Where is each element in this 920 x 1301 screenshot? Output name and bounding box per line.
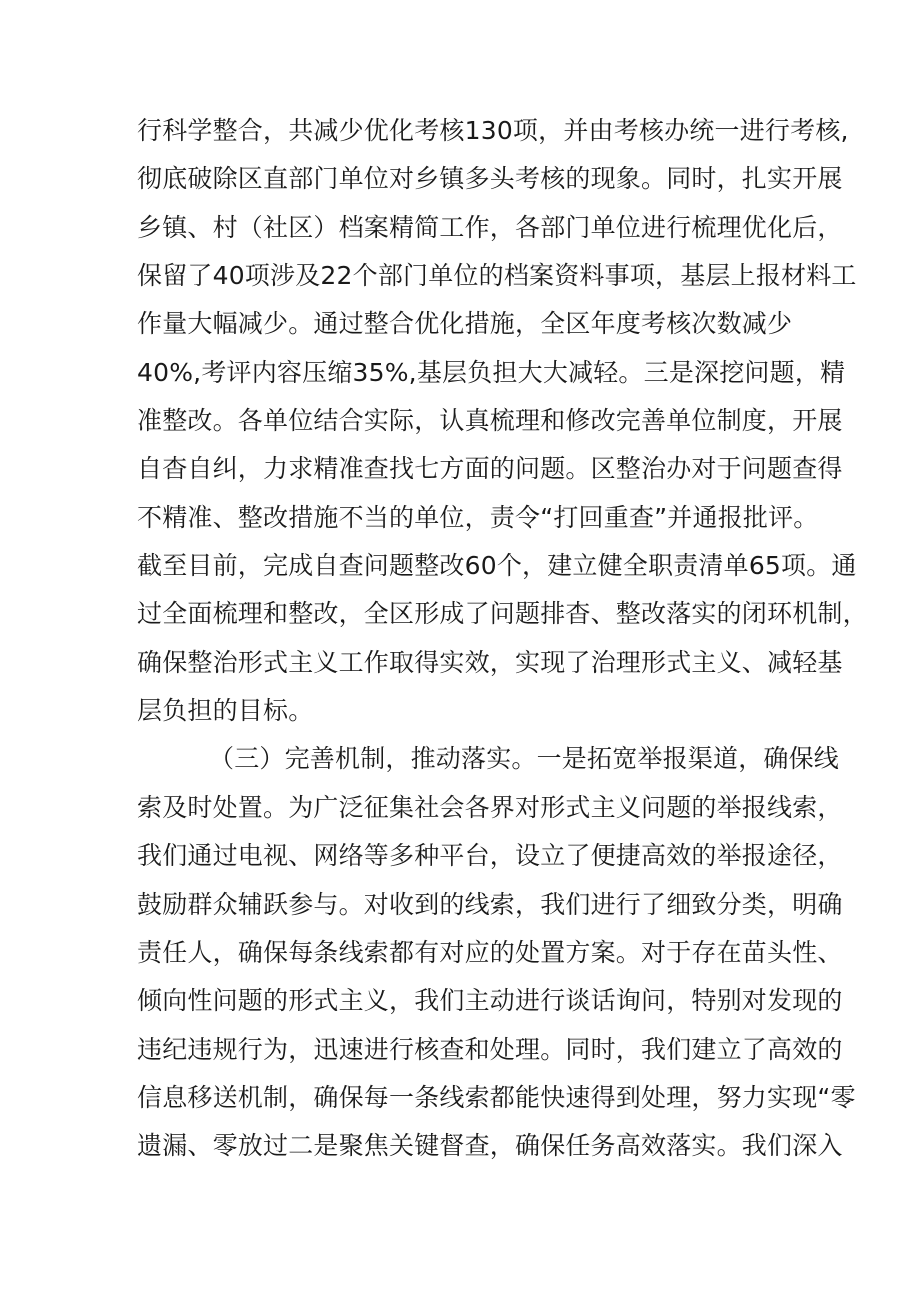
text-line: 不精准、整改措施不当的单位，责令“打回重查”并通报批评。	[137, 502, 819, 532]
text-line: 准整改。各单位结合实际，认真梳理和修改完善单位制度，开展	[137, 406, 843, 436]
text-line: 彻底破除区直部门单位对乡镇多头考核的现象。同时，扎实开展	[137, 164, 843, 194]
text-line: 自杳自纠，力求精准查找七方面的问题。区整治办对于问题查得	[137, 454, 843, 484]
text-line: 遗漏、零放过二是聚焦关键督查，确保任务高效落实。我们深入	[137, 1131, 843, 1161]
text-line: 我们通过电视、网络等多种平台，设立了便捷高效的举报途径，	[137, 841, 843, 871]
text-line: 责任人，确保每条线索都有对应的处置方案。对于存在苗头性、	[137, 937, 843, 967]
text-line: 信息移送机制，确保每一条线索都能快速得到处理，努力实现“零	[137, 1082, 856, 1112]
text-line: 40%,考评内容压缩35%,基层负担大大减轻。三是深挖问题，精	[137, 357, 846, 387]
text-line: 作量大幅减少。通过整合优化措施，全区年度考核次数减少	[137, 309, 793, 339]
text-line: 截至目前，完成自查问题整改60个，建立健全职责清单65项。通	[137, 551, 857, 581]
text-line: 违纪违规行为，迅速进行核查和处理。同时，我们建立了高效的	[137, 1034, 843, 1064]
text-line: 索及时处置。为广泛征集社会各界对形式主义问题的举报线索，	[137, 792, 843, 822]
text-line: 鼓励群众辅跃参与。对收到的线索，我们进行了细致分类，明确	[137, 889, 843, 919]
text-line: 保留了40项涉及22个部门单位的档案资料事项，基层上报材料工	[137, 261, 857, 291]
text-line: 过全面梳理和整改，全区形成了问题排杳、整改落实的闭环机制，	[137, 599, 868, 629]
text-line: 确保整治形式主义工作取得实效，实现了治理形式主义、减轻基	[137, 647, 843, 677]
text-line: 乡镇、村（社区）档案精简工作，各部门单位进行梳理优化后，	[137, 212, 843, 242]
text-line: 倾向性问题的形式主义，我们主动进行谈话询问，特别对发现的	[137, 986, 843, 1016]
section-heading-line: （三）完善机制，推动落实。一是拓宽举报渠道，确保线	[209, 744, 840, 774]
body-text	[137, 107, 868, 1171]
text-line: 层负担的目标。	[137, 696, 314, 726]
text-line: 行科学整合，共减少优化考核130项，并由考核办统一进行考核,	[137, 116, 849, 145]
